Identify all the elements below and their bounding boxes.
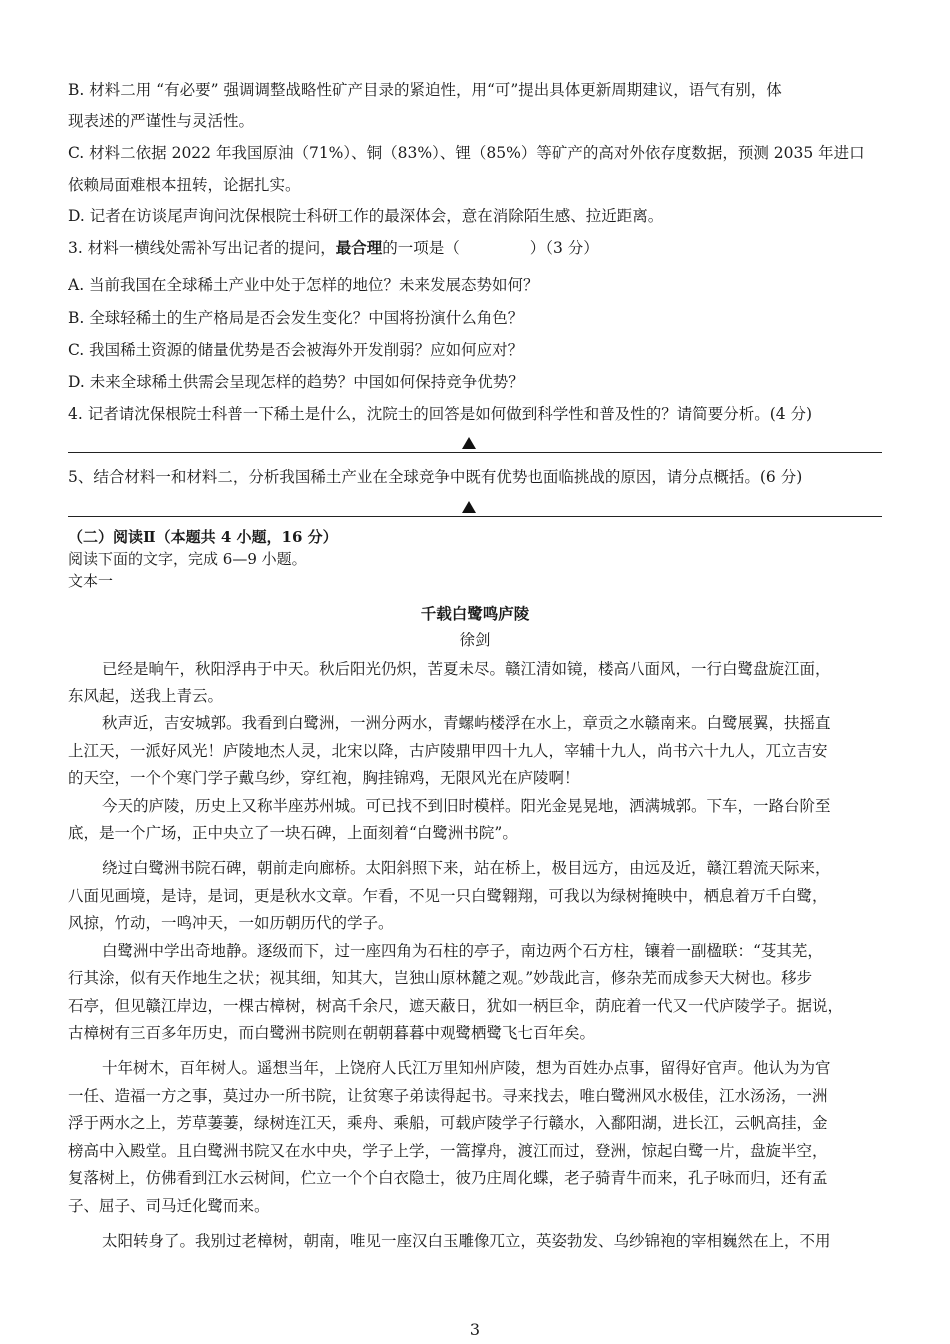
paragraph-6-cont: 复落树上，仿佛看到江水云树间，伫立一个个白衣隐士，彼乃庄周化蝶，老子骑青牛而来，孔子咏而归，还有孟	[68, 1169, 828, 1187]
reading-instruction: 阅读下面的文字，完成 6—9 小题。	[68, 550, 307, 568]
answer-area-triangle-icon	[462, 437, 476, 449]
section-heading: （二）阅读Ⅱ（本题共 4 小题，16 分）	[68, 528, 338, 546]
question-3-suffix: ）（3 分）	[529, 239, 599, 257]
question-3-emphasis: 最合理	[335, 238, 383, 257]
option-c-line2: 依赖局面难根本扭转，论据扎实。	[68, 176, 301, 194]
paragraph-7: 太阳转身了。我别过老樟树，朝南，唯见一座汉白玉雕像兀立，英姿勃发、乌纱锦袍的宰相巍然在上，不用	[102, 1232, 831, 1250]
paragraph-3: 今天的庐陵，历史上又称半座苏州城。可已找不到旧时模样。阳光金晃晃地，洒满城郭。下车，一路台阶至	[102, 797, 831, 815]
answer-area-rule	[68, 516, 882, 517]
paragraph-4: 绕过白鹭洲书院石碑，朝前走向廊桥。太阳斜照下来，站在桥上，极目远方，由远及近，赣江碧流天际来，	[102, 859, 831, 877]
question-3	[68, 238, 890, 258]
paragraph-6-cont: 一任、造福一方之事，莫过办一所书院，让贫寒子弟读得起书。寻来找去，唯白鹭洲风水极佳，江水汤汤，一洲	[68, 1087, 828, 1105]
article-author: 徐剑	[459, 631, 491, 649]
question-3-option-c: C. 我国稀土资源的储量优势是否会被海外开发削弱？应如何应对？	[68, 341, 524, 359]
option-b-line2: 现表述的严谨性与灵活性。	[68, 112, 255, 130]
page-number: 3	[469, 1320, 481, 1339]
paragraph-6: 十年树木，百年树人。遥想当年，上饶府人氏江万里知州庐陵，想为百姓办点事，留得好官声。他认为为官	[102, 1059, 831, 1077]
question-3-option-d: D. 未来全球稀土供需会呈现怎样的趋势？中国如何保持竞争优势？	[68, 373, 524, 391]
question-4: 4. 记者请沈保根院士科普一下稀土是什么，沈院士的回答是如何做到科学性和普及性的？请简要分析。(4 分)	[68, 405, 813, 423]
article-title: 千载白鹭鸣庐陵	[420, 604, 530, 623]
paragraph-4-cont: 风掠，竹动，一鸣冲天，一如历朝历代的学子。	[68, 914, 394, 932]
question-5: 5、结合材料一和材料二，分析我国稀土产业在全球竞争中既有优势也面临挑战的原因，请分点概括。(6 分)	[68, 468, 803, 486]
paragraph-1-cont: 东风起，送我上青云。	[68, 687, 224, 705]
question-3-option-a: A. 当前我国在全球稀土产业中处于怎样的地位？未来发展态势如何？	[68, 276, 539, 294]
question-3-option-b: B. 全球轻稀土的生产格局是否会发生变化？中国将扮演什么角色？	[68, 309, 524, 327]
paragraph-4-cont: 八面见画境，是诗，是词，更是秋水文章。乍看，不见一只白鹭翱翔，可我以为绿树掩映中，栖息着万千白鹭，	[68, 887, 828, 905]
paragraph-5: 白鹭洲中学出奇地静。逐级而下，过一座四角为石柱的亭子，南边两个石方柱，镶着一副楹联：“芟其芜，	[102, 942, 823, 960]
option-c-line1: C. 材料二依据 2022 年我国原油（71%）、铜（83%）、锂（85%）等矿产的高对外依存度数据，预测 2035 年进口	[68, 144, 865, 162]
option-b-line1: B. 材料二用 “有必要” 强调调整战略性矿产目录的紧迫性，用“可”提出具体更新周期建议，语气有别，体	[68, 81, 782, 99]
answer-area-rule	[68, 452, 882, 453]
answer-area-triangle-icon	[462, 501, 476, 513]
paragraph-5-cont: 行其涂，似有天作地生之状；视其细，知其大，岂独山原林麓之观。”妙哉此言，修杂芜而成参天大树也。移步	[68, 969, 813, 987]
paragraph-6-cont: 浮于两水之上，芳草萋萋，绿树连江天，乘舟、乘船，可载庐陵学子行赣水，入鄱阳湖，进长江，云帆高挂，金	[68, 1114, 828, 1132]
question-3-prefix: 3. 材料一横线处需补写出记者的提问，	[68, 239, 336, 257]
paragraph-3-cont: 底，是一个广场，正中央立了一块石碑，上面刻着“白鹭洲书院”。	[68, 824, 518, 842]
paragraph-2-cont: 的天空，一个个寒门学子戴乌纱，穿红袍，胸挂锦鸡，无限风光在庐陵啊！	[68, 769, 580, 787]
question-3-middle: 的一项是（	[382, 239, 460, 257]
paragraph-2: 秋声近，吉安城郭。我看到白鹭洲，一洲分两水，青螺屿楼浮在水上，章贡之水赣南来。白鹭展翼，扶摇直	[102, 714, 831, 732]
paragraph-6-cont: 子、屈子、司马迁化鹭而来。	[68, 1197, 270, 1215]
text-label: 文本一	[68, 572, 114, 590]
paragraph-2-cont: 上江天，一派好风光！庐陵地杰人灵，北宋以降，古庐陵鼎甲四十九人，宰辅十九人，尚书六十九人，兀立吉安	[68, 742, 828, 760]
paragraph-6-cont: 榜高中入殿堂。且白鹭洲书院又在水中央，学子上学，一篙撑舟，渡江而过，登洲，惊起白鹭一片，盘旋半空，	[68, 1142, 828, 1160]
paragraph-5-cont: 古樟树有三百多年历史，而白鹭洲书院则在朝朝暮暮中观鹭栖鹭飞七百年矣。	[68, 1024, 596, 1042]
paragraph-5-cont: 石亭，但见赣江岸边，一棵古樟树，树高千余尺，遮天蔽日，犹如一柄巨伞，荫庇着一代又一代庐陵学子。据说，	[68, 997, 844, 1015]
paragraph-1: 已经是晌午，秋阳浮冉于中天。秋后阳光仍炽，苦夏未尽。赣江清如镜，楼高八面风，一行白鹭盘旋江面，	[102, 660, 831, 678]
option-d: D. 记者在访谈尾声询问沈保根院士科研工作的最深体会，意在消除陌生感、拉近距离。	[68, 207, 664, 225]
